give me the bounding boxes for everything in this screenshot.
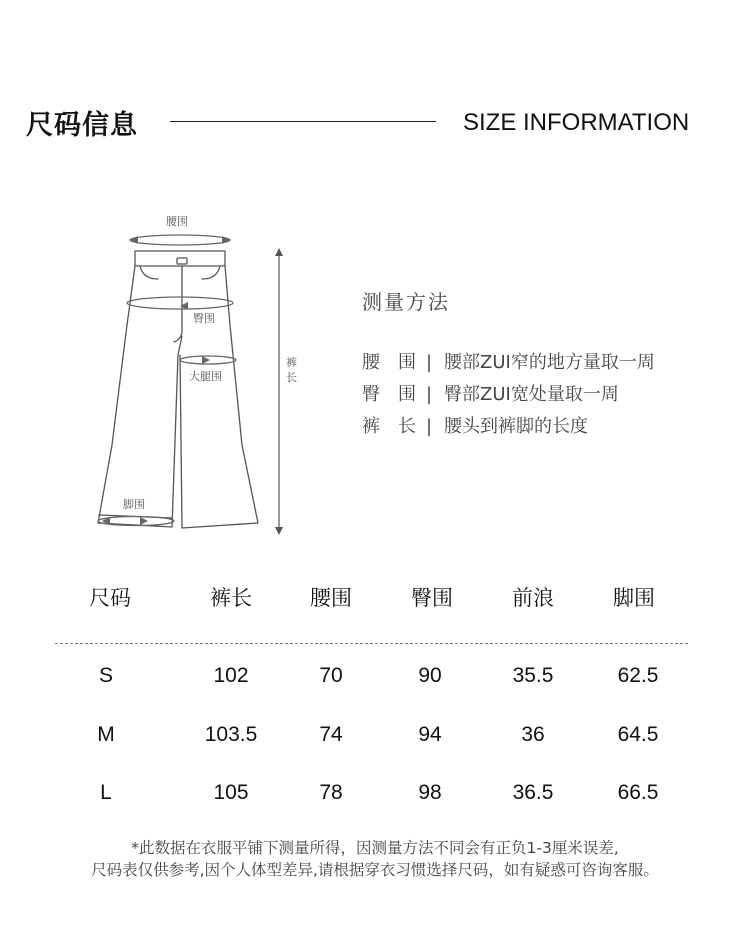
length-arrow-bottom	[275, 527, 283, 535]
table-header-hip: 臀围	[411, 586, 453, 610]
table-cell-waist: 78	[319, 781, 343, 804]
method-row-hip	[362, 380, 619, 406]
method-row-waist	[362, 348, 655, 374]
button-shape	[177, 258, 187, 264]
table-cell-length: 105	[213, 781, 249, 804]
method-desc: 臀部ZUI宽处量取一周	[444, 384, 619, 405]
table-cell-hip: 94	[418, 723, 442, 746]
table-cell-rise: 36	[521, 723, 545, 746]
page-title-en: SIZE INFORMATION	[463, 109, 690, 136]
method-separator: |	[425, 416, 433, 437]
disclaimer-line-1: *此数据在衣服平铺下测量所得，因测量方法不同会有正负1-3厘米误差,	[131, 839, 619, 857]
fly-line	[174, 266, 182, 342]
pocket-left	[140, 266, 158, 279]
waist-arrow-right	[222, 236, 230, 244]
table-cell-size: M	[97, 723, 115, 746]
method-name: 腰 围	[362, 352, 416, 373]
label-hem: 脚围	[123, 498, 145, 511]
page-title-cn: 尺码信息	[26, 110, 138, 141]
table-cell-size: S	[98, 664, 113, 687]
label-hip: 臀围	[193, 312, 215, 325]
pocket-right	[202, 266, 220, 279]
left-leg-outline	[98, 266, 182, 527]
thigh-arrow-right	[202, 356, 210, 364]
table-cell-hem: 66.5	[617, 781, 659, 804]
label-waist: 腰围	[166, 215, 188, 228]
table-cell-rise: 35.5	[512, 664, 554, 687]
table-header-length: 裤长	[210, 586, 252, 610]
waist-measure-loop	[130, 235, 230, 245]
right-leg-outline	[180, 266, 258, 528]
table-cell-rise: 36.5	[512, 781, 554, 804]
method-separator: |	[425, 384, 433, 405]
table-cell-hip: 90	[418, 664, 442, 687]
method-row-length	[362, 412, 588, 438]
table-divider	[55, 643, 688, 644]
table-header-hem: 脚围	[613, 586, 655, 610]
method-name: 裤 长	[362, 416, 416, 437]
table-cell-length: 102	[213, 664, 249, 687]
table-cell-size: L	[100, 781, 112, 804]
title-divider	[170, 121, 436, 122]
table-cell-hem: 64.5	[617, 723, 659, 746]
table-cell-hem: 62.5	[617, 664, 659, 687]
table-cell-waist: 74	[319, 723, 343, 746]
label-length-1: 裤	[286, 356, 297, 369]
table-header-rise: 前浪	[512, 586, 554, 610]
length-arrow-top	[275, 248, 283, 256]
disclaimer-line-2: 尺码表仅供参考,因个人体型差异,请根据穿衣习惯选择尺码，如有疑惑可咨询客服。	[91, 861, 659, 879]
table-header-size: 尺码	[89, 586, 131, 610]
label-thigh: 大腿围	[189, 370, 222, 383]
method-desc: 腰头到裤脚的长度	[444, 416, 588, 437]
hip-measure-loop	[127, 297, 233, 309]
method-desc: 腰部ZUI窄的地方量取一周	[444, 352, 655, 373]
table-header-waist: 腰围	[310, 586, 352, 610]
method-name: 臀 围	[362, 384, 416, 405]
waist-arrow-left	[130, 236, 138, 244]
table-cell-hip: 98	[418, 781, 442, 804]
table-cell-length: 103.5	[204, 723, 258, 746]
label-length-2: 长	[286, 371, 297, 384]
method-separator: |	[425, 352, 433, 373]
method-title: 测量方法	[362, 290, 450, 314]
hem-arrow-right	[140, 517, 148, 525]
table-cell-waist: 70	[319, 664, 343, 687]
